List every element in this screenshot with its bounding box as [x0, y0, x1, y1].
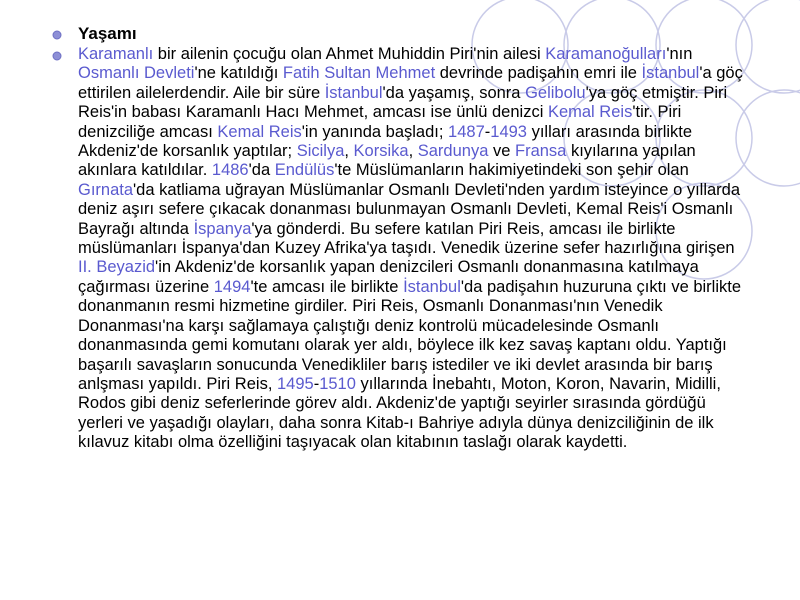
biography-paragraph	[78, 45, 752, 453]
slide-content	[52, 24, 752, 455]
paragraph-text: ,	[344, 142, 354, 161]
paragraph-text: yıllarında İnebahtı, Moton, Koron, Navarin, Midilli, Rodos gibi deniz seferlerinde görev aldı. Akdeniz'de yaptığı seyirler sırasında gördüğü yerleri ve yaşadığı olayları, daha sonra Kitab-ı Bahriye adıyla dünya denizciliğinin de ilk kılavuz kitabı olma özelliğini taşıyacak olan kitabının taslağı olarak kaydetti.	[78, 374, 721, 452]
paragraph-text: 'da yaşamış, sonra	[382, 83, 526, 102]
wiki-link[interactable]: İstanbul	[403, 277, 461, 296]
bullet-circle-icon	[52, 30, 62, 40]
paragraph-text: yılları arasında birlikte Akdeniz'de korsanlık yaptılar;	[78, 122, 693, 161]
wiki-link[interactable]: İstanbul	[641, 64, 700, 83]
wiki-link[interactable]: Sicilya	[296, 142, 345, 161]
paragraph-text: -	[313, 374, 320, 393]
wiki-link[interactable]: 1495	[276, 374, 314, 393]
wiki-link[interactable]: 1510	[319, 374, 356, 393]
paragraph-text: ,	[408, 142, 418, 161]
wiki-link[interactable]: Osmanlı Devleti	[78, 64, 195, 83]
paragraph-text: -	[484, 122, 491, 141]
wiki-link[interactable]: Kemal Reis	[547, 103, 633, 122]
paragraph-text: bir ailenin çocuğu olan Ahmet Muhiddin Piri'nin ailesi	[153, 45, 546, 63]
wiki-link[interactable]: 1493	[490, 122, 527, 141]
bullet-circle-icon	[52, 51, 62, 61]
paragraph-text: 'da	[248, 161, 275, 180]
wiki-link[interactable]: 1494	[213, 277, 251, 296]
bullet-item-biography	[52, 45, 752, 453]
paragraph-text: 'da katliama uğrayan Müslümanlar Osmanlı Devleti'nden yardım isteyince o yıllarda deniz aşırı sefere çıkacak donanması bulunmayan Osmanlı Devleti, Kemal Reis'i Osmanlı Bayrağı altında	[78, 180, 741, 238]
paragraph-text: 'ya göç etmiştir. Piri Reis'in babası Karamanlı Hacı Mehmet, amcası ise ünlü denizci	[78, 83, 728, 122]
paragraph-text: 'in yanında başladı;	[301, 122, 449, 141]
wiki-link[interactable]: Fransa	[515, 142, 567, 161]
wiki-link[interactable]: Gırnata	[78, 180, 134, 199]
paragraph-text: 'ya gönderdi. Bu sefere katılan Piri Reis, amcası ile birlikte müslümanları İspanya'dan Kuzey Afrika'ya taşıdı. Venedik üzerine sefer hazırlığına girişen	[78, 219, 735, 258]
paragraph-text: devrinde padişahın emri ile	[435, 64, 642, 83]
paragraph-text: 'tir. Piri denizciliğe amcası	[78, 103, 682, 141]
section-heading: Yaşamı	[78, 24, 137, 43]
wiki-link[interactable]: Fatih Sultan Mehmet	[282, 64, 436, 83]
wiki-link[interactable]: İspanya	[193, 219, 252, 238]
paragraph-text: kıyılarına yapılan akınlara katıldılar.	[78, 142, 696, 180]
wiki-link[interactable]: Karamanlı	[78, 45, 154, 63]
wiki-link[interactable]: Sardunya	[417, 142, 489, 161]
paragraph-text: 'in Akdeniz'de korsanlık yapan denizcileri Osmanlı donanmasına katılmaya çağırması üzerine	[78, 258, 699, 296]
wiki-link[interactable]: 1487	[448, 122, 485, 141]
wiki-link[interactable]: Gelibolu	[525, 83, 586, 102]
wiki-link[interactable]: Endülüs	[274, 161, 335, 180]
paragraph-text: 'te Müslümanların hakimiyetindeki son şehir olan	[334, 161, 689, 180]
wiki-link[interactable]: Korsika	[353, 142, 409, 161]
paragraph-text: 'da padişahın huzuruna çıktı ve birlikte donanmanın resmi hizmetine girdiler. Piri Reis, Osmanlı Donanması'nın Venedik Donanması'na karşı sağlamaya çalıştığı deniz kontrolü mücadelesinde Osmanlı donanmasında gemi komutanı olarak yer aldı, böylece ilk kez savaş kaptanı oldu. Yaptığı başarılı savaşların sonucunda Venedikliler barış istediler ve iki devlet arasında bir barış anlşması yapıldı. Piri Reis,	[78, 277, 742, 393]
wiki-link[interactable]: 1486	[211, 161, 249, 180]
wiki-link[interactable]: II. Beyazid	[78, 258, 156, 277]
wiki-link[interactable]: Karamanoğulları	[545, 45, 667, 63]
paragraph-text: ve	[488, 142, 515, 161]
paragraph-text: 'nın	[666, 45, 693, 63]
paragraph-text: 'a göç ettirilen ailelerdendir. Aile bir süre	[78, 64, 743, 102]
paragraph-text: 'ne katıldığı	[194, 64, 283, 83]
wiki-link[interactable]: İstanbul	[324, 83, 383, 102]
paragraph-text: 'te amcası ile birlikte	[250, 277, 404, 296]
wiki-link[interactable]: Kemal Reis	[217, 122, 302, 141]
bullet-item-heading	[52, 24, 752, 43]
